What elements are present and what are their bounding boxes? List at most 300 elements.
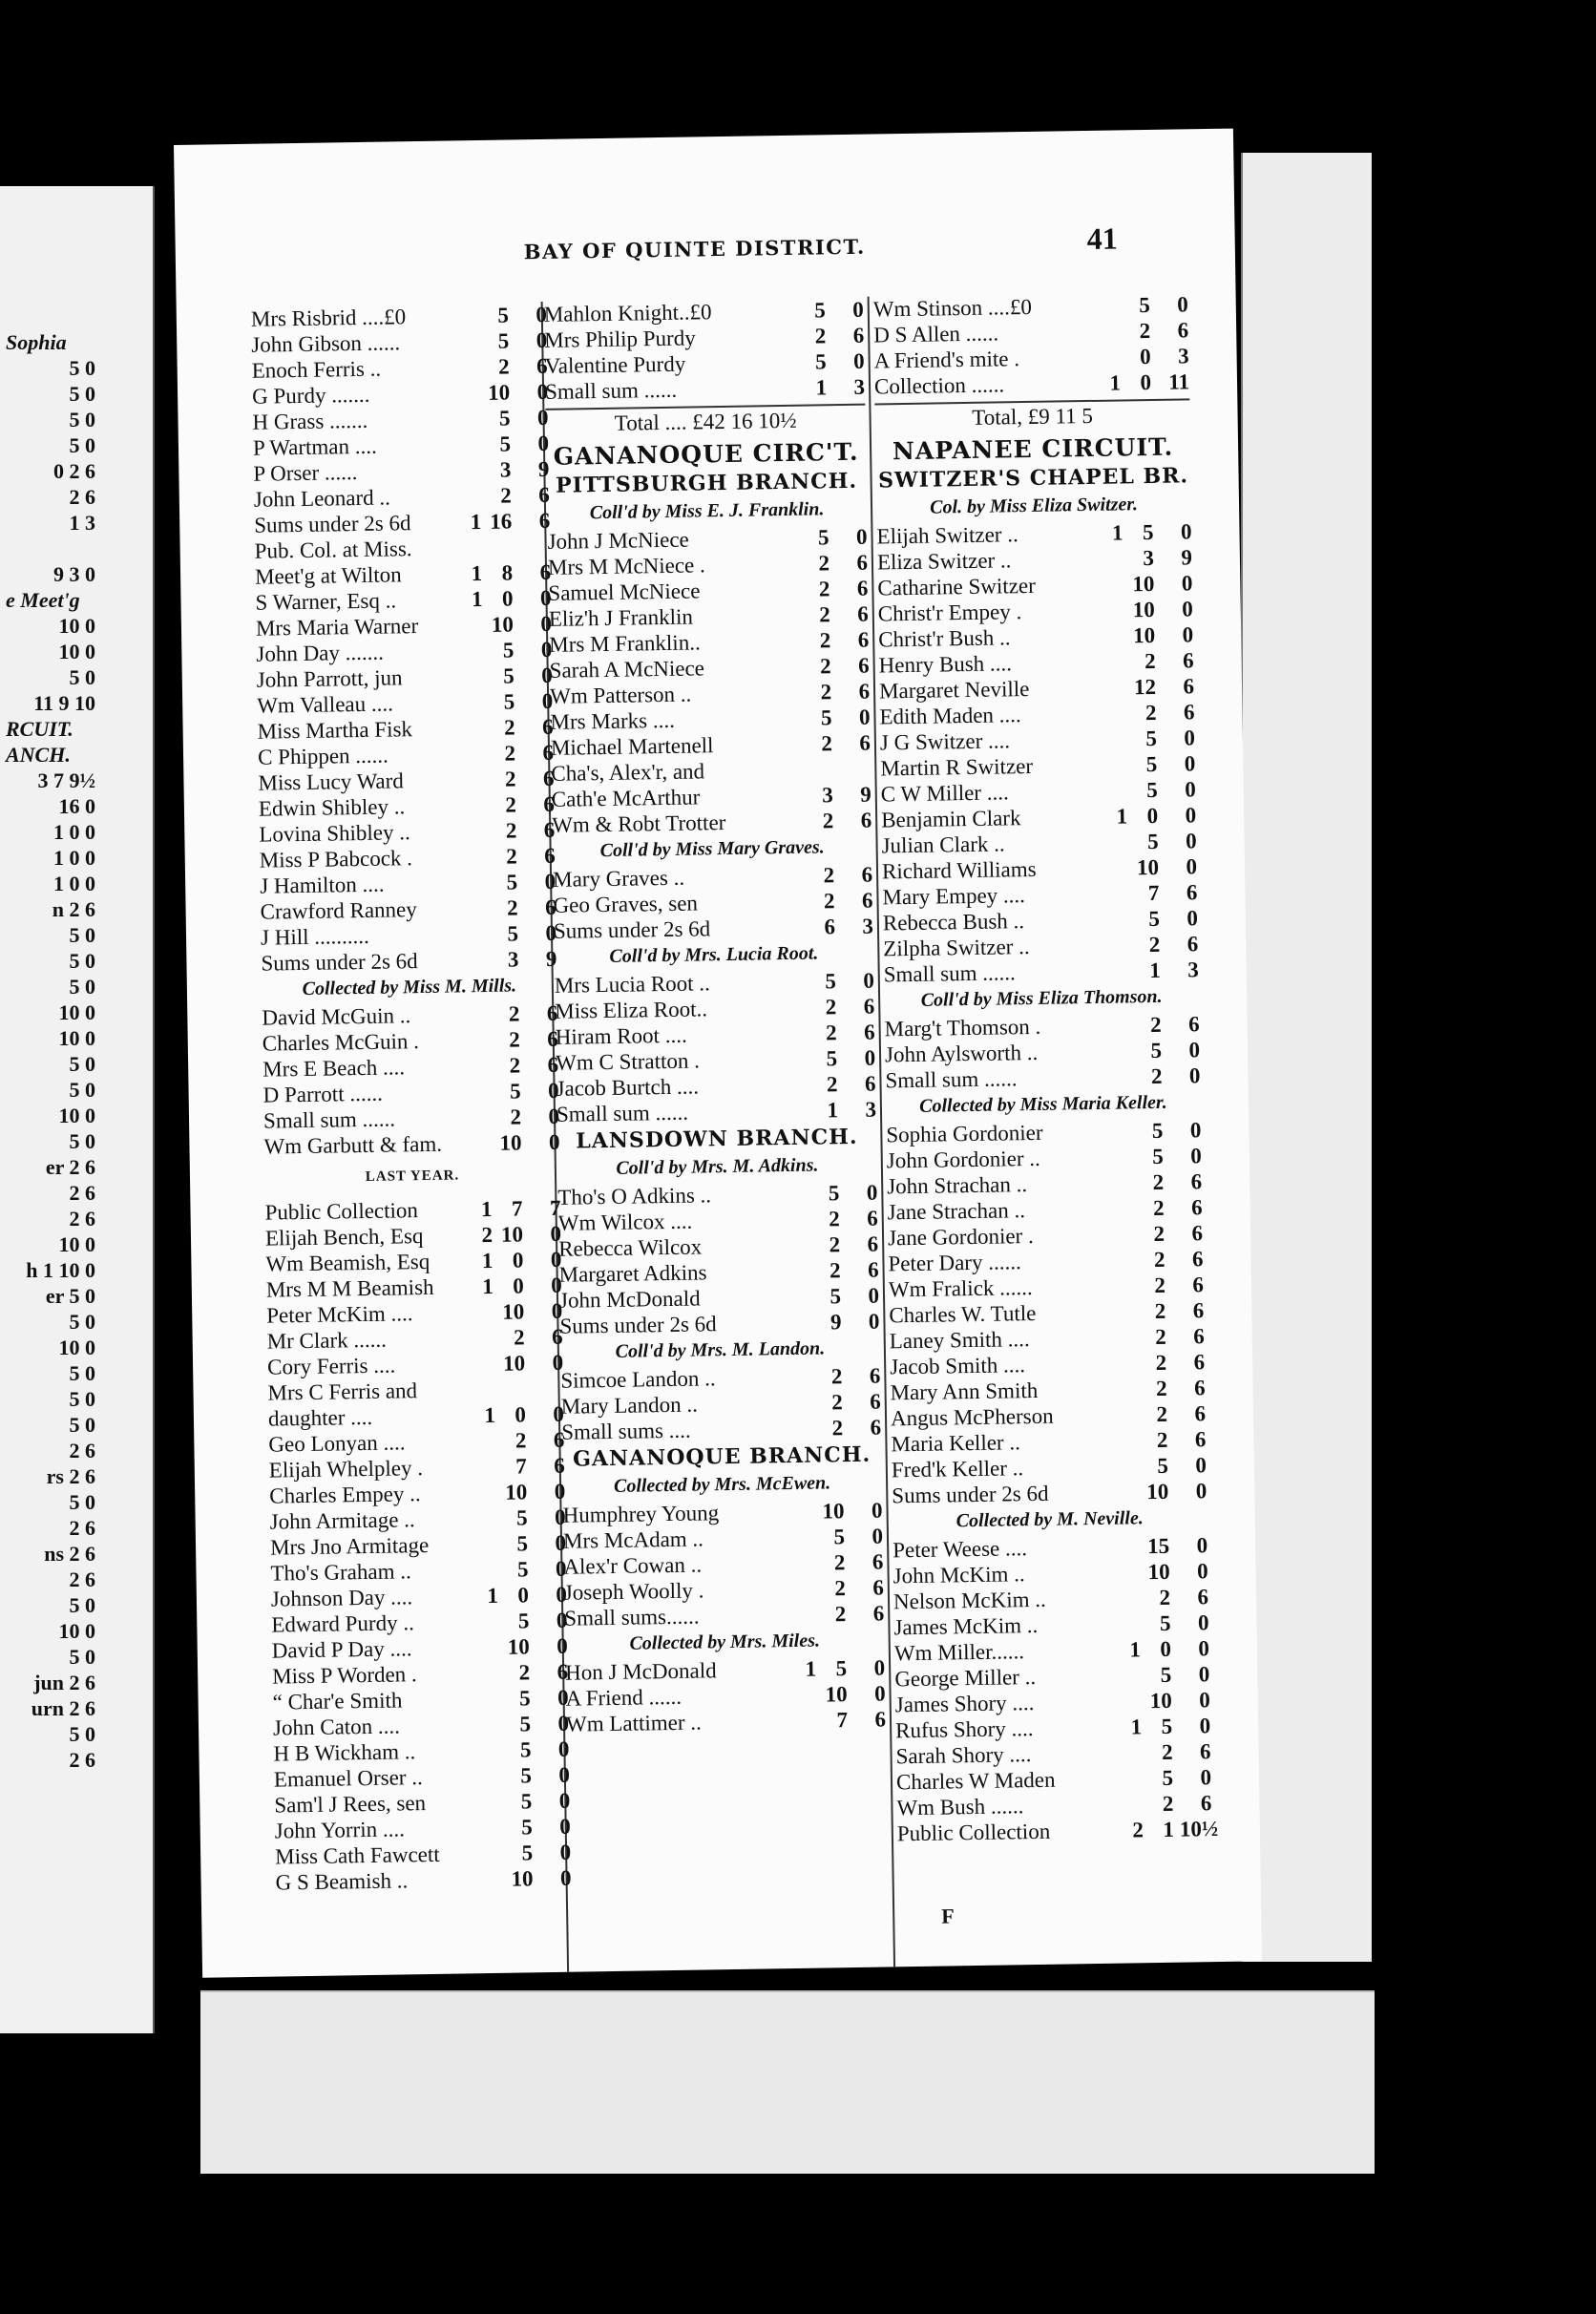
facing-page-line: 10 0 [58, 1104, 95, 1127]
amount-value: 6 [1182, 648, 1194, 673]
amount-value: 6 [1186, 932, 1199, 957]
amount-value: 0 [556, 1608, 568, 1632]
facing-page-line: jun 2 6 [33, 1671, 95, 1694]
amount-value: 2 [509, 1053, 521, 1078]
contributor-name: Mrs Risbrid ....£0 [250, 305, 407, 331]
amount-value: 6 [547, 1052, 559, 1077]
amount-value: 0 [554, 1504, 566, 1529]
amount-value: 3 [499, 457, 512, 482]
contributor-name: Wm Beamish, Esq [265, 1249, 430, 1276]
amount-value: 5 [521, 1841, 534, 1865]
amount-value: 0 [514, 1402, 527, 1427]
facing-page-line: 5 0 [69, 1361, 95, 1385]
amount-value: 5 [506, 870, 518, 894]
amount-value: 6 [874, 1707, 887, 1732]
facing-page-line: Sophia [6, 330, 67, 354]
contributor-name: Margaret Neville [878, 676, 1030, 704]
amount-value: 16 [490, 509, 513, 534]
amount-value: 0 [551, 1273, 563, 1297]
amount-value: 2 [814, 324, 827, 348]
contributor-name: Cath'e McArthur [551, 785, 701, 811]
contributor-name: Miss Martha Fisk [257, 717, 413, 744]
amount-value: 0 [855, 524, 868, 549]
amount-value: 3 [1177, 344, 1189, 368]
amount-value: 6 [1190, 1169, 1203, 1194]
contributor-list [557, 1180, 880, 1339]
contributor-name: Jane Strachan .. [887, 1198, 1026, 1225]
contributor-name: Alex'r Cowan .. [563, 1552, 703, 1579]
contributor-name: John McKim .. [892, 1562, 1025, 1588]
amount-value: 0 [553, 1401, 565, 1426]
contributor-name: Nelson McKim .. [892, 1587, 1046, 1614]
contributor-name: Enoch Ferris .. [251, 356, 382, 383]
amount-value: 15 [1146, 1533, 1170, 1559]
amount-value: 2 [1155, 1376, 1167, 1400]
amount-value: 0 [1182, 597, 1193, 621]
amount-value: 0 [559, 1865, 572, 1890]
amount-value: 6 [1194, 1427, 1207, 1452]
amount-value: 0 [539, 585, 552, 611]
amount-value: 6 [1183, 700, 1195, 725]
contributor-name: Jacob Burtch .... [556, 1074, 700, 1101]
facing-page-line: 10 0 [58, 1000, 95, 1024]
amount-value: 5 [503, 663, 514, 688]
amount-value: 12 [1133, 674, 1157, 700]
contributor-list [873, 291, 1190, 399]
facing-page-line: 1 3 [69, 511, 95, 535]
contributor-name: Mary Ann Smith [890, 1378, 1039, 1405]
page-title: BAY OF QUINTE DISTRICT. [523, 234, 866, 264]
amount-value: 6 [554, 1453, 565, 1478]
contributor-name: Charles W Maden [895, 1767, 1056, 1795]
amount-value: 1 [1129, 1637, 1142, 1662]
amount-value: 2 [1152, 1195, 1165, 1221]
amount-value: 1 [482, 1273, 494, 1299]
amount-value: 7 [836, 1708, 849, 1733]
amount-value: 5 [519, 1737, 532, 1762]
list-item [874, 368, 1189, 399]
contributor-name: Emanuel Orser .. [273, 1765, 423, 1792]
amount-value: 5 [518, 1686, 531, 1711]
amount-value: 0 [501, 586, 514, 611]
facing-page-line: 3 7 9½ [37, 768, 95, 792]
contributor-name: Cory Ferris .... [266, 1353, 396, 1379]
contributor-name: Mrs C Ferris and [267, 1378, 418, 1405]
amount-value: 5 [509, 1079, 521, 1104]
amount-value: 5 [521, 1815, 533, 1840]
amount-value: 10 [500, 1222, 524, 1247]
contributor-name: David P Day .... [271, 1636, 412, 1663]
amount-value: 6 [1187, 1012, 1200, 1037]
facing-page-line: 1 0 0 [53, 820, 95, 844]
facing-page-line: 5 0 [69, 1645, 95, 1669]
amount-value: 5 [497, 303, 510, 327]
amount-value: 2 [1132, 1818, 1144, 1842]
amount-value: 2 [825, 1020, 837, 1045]
facing-page-line: ns 2 6 [44, 1542, 95, 1566]
amount-value: 2 [500, 483, 513, 508]
amount-value: 0 [1140, 369, 1152, 395]
signature-mark: F [941, 1904, 955, 1928]
amount-value: 10 [1132, 597, 1155, 622]
contributor-name: Mrs M M Beamish [265, 1274, 434, 1302]
amount-value: 2 [819, 654, 831, 679]
amount-value: 5 [498, 406, 511, 431]
contributor-name: Mrs M McNiece . [547, 553, 705, 579]
contributor-name: Samuel McNiece [548, 578, 701, 605]
amount-value: 2 [509, 1027, 520, 1052]
amount-value: 2 [1152, 1169, 1165, 1195]
contributor-name: Margaret Adkins [558, 1260, 707, 1287]
facing-page-line: n 2 6 [52, 897, 95, 921]
amount-value: 0 [873, 1655, 886, 1680]
amount-value: 8 [501, 560, 514, 585]
amount-value: 2 [819, 628, 831, 653]
amount-value: 2 [503, 715, 515, 740]
amount-value: 2 [1148, 932, 1161, 957]
amount-value: 10 [502, 1299, 525, 1324]
contributor-name: Christ'r Empey . [877, 600, 1022, 626]
amount-value: 5 [520, 1763, 533, 1788]
collector-heading: Coll'd by Miss Mary Graves. [599, 836, 825, 862]
amount-value: 0 [868, 1283, 880, 1308]
amount-value: 0 [536, 327, 548, 353]
amount-value: 3 [822, 783, 833, 808]
amount-value: 0 [1160, 1636, 1172, 1661]
contributor-name: Wm Lattimer .. [565, 1710, 703, 1736]
amount-value: 6 [860, 808, 872, 832]
contributor-name: S Warner, Esq .. [255, 588, 397, 615]
amount-value: 0 [1177, 292, 1188, 317]
contributor-name: Mrs Lucia Root .. [554, 971, 710, 998]
amount-value: 6 [538, 482, 550, 508]
contributor-name: Miss P Babcock . [259, 846, 413, 873]
amount-value: 5 [516, 1557, 529, 1582]
amount-value: 5 [1152, 1144, 1164, 1169]
contributor-name: Jane Gordonier . [887, 1223, 1034, 1251]
column-3 [872, 291, 1219, 1846]
contributor-name: J Hamilton .... [260, 872, 385, 898]
contributor-name: John Strachan .. [887, 1172, 1028, 1199]
amount-value: 1 [815, 375, 828, 400]
contributor-name: Fred'k Keller .. [891, 1456, 1024, 1483]
amount-value: 2 [505, 818, 517, 843]
amount-value: 1 [1163, 1817, 1175, 1841]
amount-value: 3 [1187, 957, 1199, 982]
list-item [545, 374, 865, 405]
contributor-list [884, 1011, 1200, 1093]
facing-page-line: 16 0 [58, 794, 95, 818]
amount-value: 10 [1146, 1479, 1169, 1504]
amount-value: 0 [858, 705, 871, 729]
list-item [263, 1129, 559, 1160]
amount-value: 2 [1153, 1221, 1166, 1247]
contributor-name: John Armitage .. [269, 1507, 415, 1534]
amount-value: 6 [1199, 1739, 1211, 1764]
amount-value: 6 [872, 1601, 885, 1626]
contributor-name: Johnson Day .... [270, 1585, 413, 1611]
amount-value: 5 [1150, 1038, 1163, 1063]
document-page [174, 129, 1262, 1978]
amount-value: 0 [1186, 854, 1198, 879]
contributor-name: Michael Martenell [550, 733, 714, 760]
amount-value: 0 [1195, 1479, 1208, 1504]
contributor-list [264, 1195, 571, 1896]
contributor-name: Wm Valleau .... [257, 691, 394, 718]
amount-value: 6 [863, 994, 875, 1019]
amount-value: 0 [559, 1840, 572, 1864]
contributor-name: Mrs Marks .... [550, 707, 676, 734]
amount-value: 2 [513, 1325, 525, 1350]
contributor-name: Mary Graves .. [552, 865, 685, 892]
facing-page-line: 5 0 [69, 975, 95, 999]
contributor-name: Small sum ...... [556, 1100, 689, 1126]
amount-value: 0 [548, 1129, 560, 1154]
amount-value: 6 [856, 550, 869, 575]
contributor-name: Elijah Whelpley . [268, 1456, 424, 1483]
facing-page-line: 5 0 [69, 1052, 95, 1076]
contributor-name: John Day ....... [256, 640, 385, 666]
facing-page-line: h 1 10 0 [26, 1258, 95, 1282]
amount-value: 3 [865, 1097, 877, 1122]
amount-value: 5 [820, 705, 832, 730]
contributor-name: Edith Maden .... [879, 703, 1021, 729]
amount-value: 6 [1177, 318, 1189, 343]
contributor-name: Miss Cath Fawcett [274, 1841, 440, 1869]
amount-value: 5 [1148, 906, 1161, 932]
amount-value: 5 [1162, 1765, 1174, 1790]
amount-value: 0 [556, 1685, 569, 1710]
amount-value: 0 [558, 1762, 571, 1787]
contributor-list [547, 524, 872, 838]
contributor-name: Wm & Robt Trotter [552, 810, 726, 837]
contributor-name: Sums under 2s 6d [559, 1312, 717, 1338]
facing-page-line: 5 0 [69, 408, 95, 431]
amount-value: 0 [1199, 1714, 1211, 1738]
contributor-name: Miss P Worden . [272, 1662, 417, 1689]
facing-page-line: 5 0 [69, 382, 95, 406]
contributor-name: Lovina Shibley .. [259, 820, 410, 847]
amount-value: 0 [873, 1681, 886, 1706]
contributor-name: Peter Weese .... [892, 1536, 1028, 1563]
contributor-name: Meet'g at Wilton [254, 562, 402, 589]
contributor-name: John McDonald [558, 1286, 701, 1313]
amount-value: 6 [872, 1575, 885, 1600]
amount-value: 5 [1151, 1118, 1164, 1144]
amount-value: 5 [833, 1525, 846, 1549]
contributor-name: Rebecca Bush .. [882, 909, 1025, 936]
facing-page-line: 5 0 [69, 1490, 95, 1514]
amount-value: 2 [1155, 1350, 1167, 1375]
amount-value: 0 [1196, 1559, 1208, 1584]
contributor-name: Crawford Ranney [260, 897, 417, 924]
section-heading: Collected by Miss M. Mills. [302, 975, 517, 999]
facing-page-line: 11 9 10 [33, 691, 95, 715]
facing-page-line: 5 0 [69, 949, 95, 973]
amount-value: 6 [1191, 1221, 1204, 1246]
amount-value: 2 [834, 1602, 847, 1627]
amount-value: 0 [1139, 344, 1151, 369]
facing-page-line: 5 0 [69, 1310, 95, 1334]
facing-page-line: 2 6 [69, 1567, 95, 1591]
contributor-name: Small sums .... [561, 1418, 691, 1444]
amount-value: 2 [506, 844, 517, 869]
contributor-name: Mary Empey .... [882, 883, 1026, 910]
amount-value: 10 [507, 1634, 530, 1659]
amount-value: 6 [1192, 1273, 1205, 1297]
contributor-name: Sums under 2s 6d [892, 1481, 1049, 1508]
amount-value: 2 [1153, 1247, 1166, 1273]
contributor-name: George Miller .. [894, 1665, 1037, 1692]
amount-value: 5 [1146, 777, 1158, 803]
contributor-name: Henry Bush .... [878, 651, 1013, 678]
amount-value: 0 [1185, 777, 1196, 802]
facing-page-line: 10 0 [58, 1619, 95, 1643]
amount-value: 1 [827, 1098, 839, 1123]
amount-value: 2 [818, 551, 830, 576]
list-item [566, 1706, 886, 1736]
contributor-name: C W Miller .... [880, 780, 1009, 807]
total-line: Total, £9 11 5 [874, 398, 1190, 437]
branch-heading: LANSDOWN BRANCH. [576, 1124, 858, 1154]
amount-value: 2 [506, 895, 518, 920]
amount-value: 2 [1150, 1063, 1163, 1089]
amount-value: 10 [1132, 571, 1155, 597]
amount-value: 2 [834, 1576, 847, 1601]
facing-page-line: 2 6 [69, 1439, 95, 1462]
amount-value: 6 [1194, 1401, 1207, 1426]
contributor-name: P Wartman .... [252, 433, 377, 460]
amount-value: 2 [1144, 700, 1157, 726]
contributor-name: Sam'l J Rees, sen [274, 1791, 427, 1818]
branch-heading: SWITZER'S CHAPEL BR. [877, 463, 1189, 494]
amount-value: 1 [480, 1196, 493, 1222]
collector-heading: Col. by Miss Eliza Switzer. [929, 494, 1139, 518]
contributor-name: C Phippen ...... [257, 743, 388, 769]
amount-value: 2 [829, 1258, 841, 1283]
contributor-name: Public Collection [896, 1819, 1051, 1846]
amount-value: 6 [543, 817, 556, 842]
contributor-name: Christ'r Bush .. [878, 625, 1011, 652]
amount-value: 0 [541, 663, 553, 688]
amount-value: 0 [1184, 726, 1196, 750]
amount-value: 11 [1168, 369, 1190, 394]
amount-value: 2 [1149, 1012, 1162, 1038]
amount-value: 5 [507, 921, 519, 946]
amount-value: 2 [505, 792, 517, 817]
amount-value: 2 [1161, 1739, 1173, 1764]
contributor-name: Wm C Stratton . [555, 1048, 701, 1075]
amount-value: 0 [866, 1180, 878, 1205]
amount-value: 6 [870, 1415, 882, 1440]
amount-value: 5 [814, 298, 826, 323]
amount-value: 2 [831, 1390, 843, 1415]
amount-value: 5 [515, 1505, 528, 1530]
amount-value: 0 [545, 920, 557, 945]
amount-value: 2 [821, 731, 833, 756]
amount-value: 0 [547, 1078, 559, 1103]
contributor-name: Rufus Shory .... [894, 1716, 1034, 1743]
facing-page-line: 1 0 0 [53, 872, 95, 895]
amount-value: 2 [504, 767, 516, 791]
amount-value: 0 [1188, 1063, 1201, 1088]
list-item [896, 1816, 1219, 1846]
contributor-name: Zilpha Switzer .. [883, 935, 1030, 961]
amount-value: 5 [516, 1531, 529, 1556]
amount-value: 6 [863, 1020, 875, 1044]
contributor-name: John Parrott, jun [256, 665, 403, 692]
contributor-name: Edward Purdy .. [271, 1610, 415, 1637]
amount-value: 7 [515, 1454, 527, 1479]
page-header [175, 220, 1234, 274]
amount-value: 2 [818, 577, 830, 601]
contributor-name: A Friend ...... [565, 1684, 682, 1711]
facing-page [0, 186, 155, 2033]
amount-value: 7 [511, 1196, 523, 1221]
amount-value: 2 [508, 1001, 520, 1026]
amount-value: 10 [505, 1480, 528, 1504]
circuit-heading: NAPANEE CIRCUIT. [892, 432, 1174, 466]
contributor-name: Mrs McAdam .. [562, 1526, 704, 1553]
contributor-list [876, 518, 1199, 987]
amount-value: 7 [549, 1195, 561, 1220]
amount-value: 6 [538, 508, 551, 534]
amount-value: 6 [867, 1257, 879, 1282]
amount-value: 6 [857, 627, 870, 652]
total-line: Total .... £42 16 10½ [545, 404, 866, 443]
contributor-name: Mrs Jno Armitage [269, 1532, 430, 1560]
amount-value: 5 [497, 328, 510, 353]
amount-value: 2 [1155, 1324, 1166, 1350]
amount-value: 6 [857, 601, 870, 626]
facing-page-line: 5 0 [69, 1129, 95, 1153]
amount-value: 0 [558, 1788, 571, 1813]
amount-value: 5 [1142, 519, 1154, 545]
amount-value: 6 [870, 1389, 881, 1414]
amount-value: 6 [547, 1026, 558, 1051]
amount-value: 1 [481, 1248, 494, 1273]
contributor-list [886, 1117, 1207, 1508]
contributor-name: Tho's Graham .. [270, 1559, 411, 1586]
contributor-name: Laney Smith .... [889, 1327, 1030, 1354]
amount-value: 2 [1156, 1401, 1168, 1426]
amount-value: 0 [1195, 1453, 1208, 1478]
collector-heading: Collected by M. Neville. [956, 1507, 1144, 1532]
amount-value: 2 [510, 1104, 522, 1129]
amount-value: 5 [517, 1609, 530, 1633]
amount-value: 2 [833, 1550, 846, 1575]
contributor-name: Marg't Thomson . [884, 1014, 1041, 1041]
collector-heading: Coll'd by Mrs. Lucia Root. [609, 942, 819, 967]
contributor-name: Sarah A McNiece [549, 656, 705, 683]
collector-heading: Coll'd by Mrs. M. Landon. [615, 1337, 826, 1362]
contributor-name: Sums under 2s 6d [254, 511, 411, 537]
amount-value: 5 [520, 1789, 533, 1814]
contributor-list [565, 1654, 886, 1736]
section-heading: LAST YEAR. [365, 1168, 460, 1185]
circuit-heading: GANANOQUE CIRC'T. [553, 437, 859, 471]
amount-value: 6 [1193, 1376, 1206, 1400]
list-item [554, 914, 873, 944]
contributor-name: Sums under 2s 6d [261, 949, 418, 976]
contributor-name: Hon J McDonald [564, 1658, 717, 1685]
amount-value: 5 [1145, 751, 1158, 777]
amount-value: 10 [1136, 854, 1160, 880]
facing-page-line: RCUIT. [6, 717, 74, 741]
amount-value: 6 [869, 1363, 881, 1388]
contributor-name: Geo Graves, sen [553, 891, 699, 917]
amount-value: 1 [484, 1402, 496, 1428]
